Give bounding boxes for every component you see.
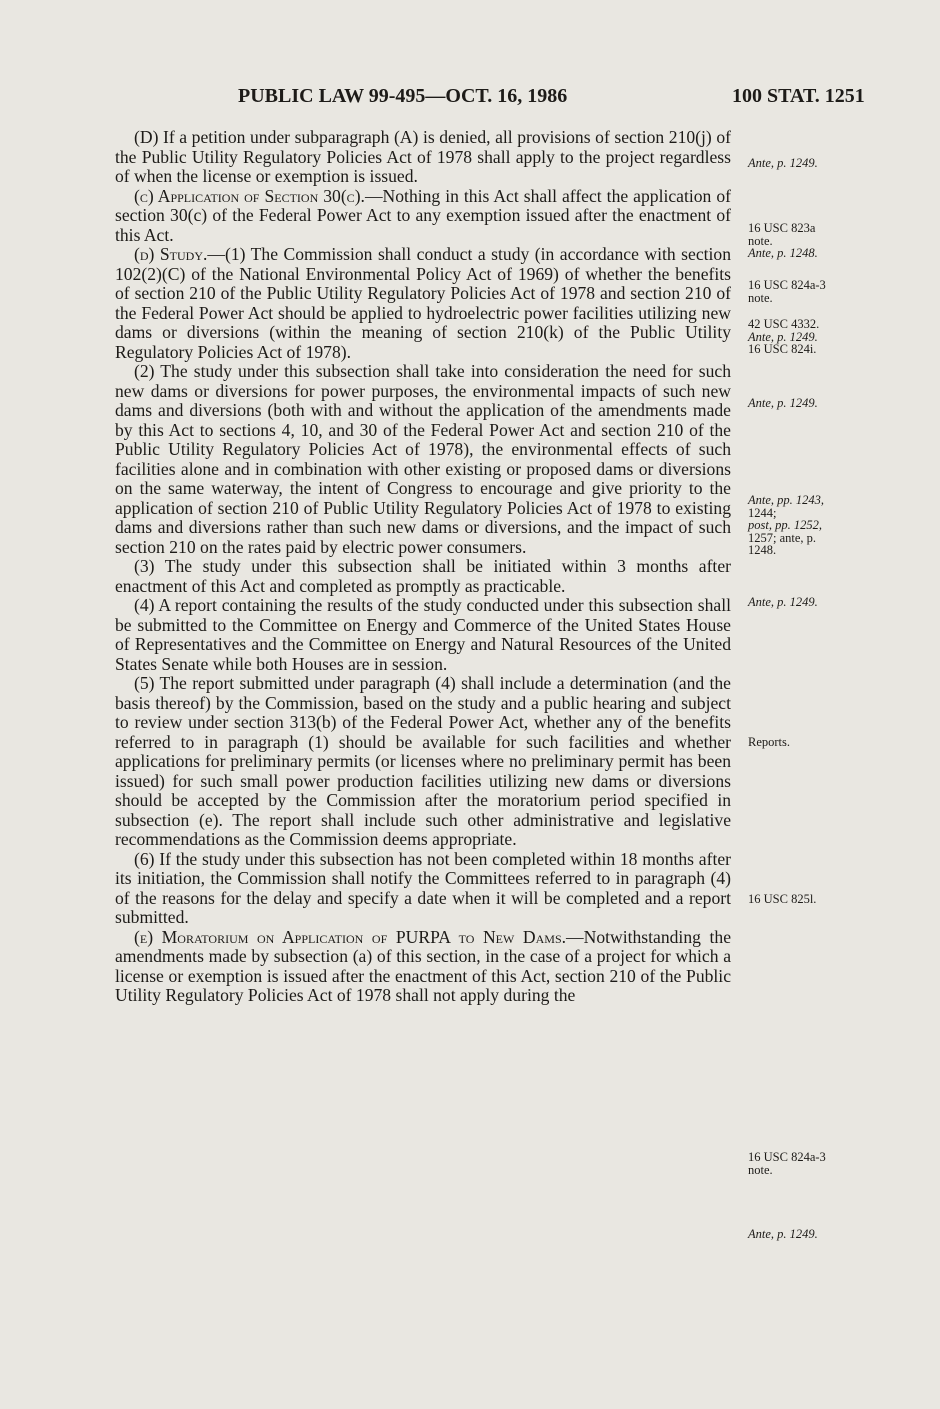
paragraph-c <box>115 187 731 246</box>
body-text <box>115 128 731 1006</box>
page-header <box>0 85 940 115</box>
paragraph-e <box>115 928 731 1006</box>
margin-note: Ante, p. 1249. <box>748 396 818 410</box>
paragraph-d <box>115 245 731 362</box>
paragraph-d-subparagraph: (D) If a petition under subparagraph (A) is denied, all provisions of section 210(j) of the Public Utility Regulatory Policies Act of 1978 shall apply to the project regardless of when the license or exemption is issued. <box>115 127 731 186</box>
margin-note: 16 USC 824a-3 note. <box>748 278 826 305</box>
paragraph-2: (2) The study under this subsection shall take into consideration the need for such new dams or diversions for power purposes, the environmental impacts of such new dams and diversions (both with and without the application of the amendments made by this Act to sections 4, 10, and 30 of the Federal Power Act and section 210 of the Public Utility Regulatory Policies Act of 1978), the environmental effects of such facilities alone and in combination with other existing or proposed dams or diversions on the same waterway, the intent of Congress to encourage and give priority to the application of section 210 of Public Utility Regulatory Policies Act of 1978 to existing dams and diversions rather than such new dams or diversions, and the impact of such section 210 on the rates paid by electric power consumers. <box>115 361 731 557</box>
margin-note: Ante, p. 1249. <box>748 156 818 170</box>
paragraph-6: (6) If the study under this subsection has not been completed within 18 months after its initiation, the Commission shall notify the Committees referred to in paragraph (4) of the reasons for the delay and specify a date when it will be completed and a report submitted. <box>115 848 731 927</box>
paragraph-d-text: —(1) The Commission shall conduct a study (in accordance with section 102(2)(C) of the National Environmental Policy Act of 1969) of whether the benefits of section 210 of the Public Utility Regulatory Policies Act of 1978 and section 210 of the Federal Power Act should be applied to hydroelectric power facilities utilizing new dams or diversions (within the meaning of section 210(k) of the Public Utility Regulatory Policies Act of 1978). <box>115 244 731 362</box>
heading-study: (d) Study. <box>134 244 208 264</box>
margin-note: 16 USC 824a-3 note. <box>748 1150 826 1177</box>
margin-note: Ante, p. 1249. <box>748 595 818 609</box>
paragraph-5: (5) The report submitted under paragraph (4) shall include a determination (and the basis thereof) by the Commission, based on the study and a public hearing and subject to review under section 313(b) of the Federal Power Act, whether any of the benefits referred to in paragraph (1) should be available for such facilities and whether applications for preliminary permits (or licenses where no preliminary permit has been issued) for such small power production facilities utilizing new dams or diversions should be accepted by the Commission after the moratorium period specified in subsection (e). The report shall include such other administrative and legislative recommendations as the Commission deems appropriate. <box>115 673 731 849</box>
paragraph-3: (3) The study under this subsection shall be initiated within 3 months after enactment of this Act and completed as promptly as practicable. <box>115 556 731 596</box>
paragraph-e-text: —Notwithstanding the amendments made by subsection (a) of this section, in the case of a project for which a license or exemption is issued after the enactment of this Act, section 210 of the Public Utility Regulatory Policies Act of 1978 shall not apply during the <box>115 926 732 1005</box>
header-title: PUBLIC LAW 99-495—OCT. 16, 1986 <box>238 85 568 107</box>
heading-moratorium: (e) Moratorium on Application of PURPA to New Dams. <box>134 926 567 947</box>
margin-note: Ante, p. 1249. <box>748 1227 818 1241</box>
paragraph-4: (4) A report containing the results of the study conducted under this subsection shall be submitted to the Committee on Energy and Commerce of the United States House of Representatives and the Committee on Energy and Natural Resources of the United States Senate while both Houses are in session. <box>115 595 731 674</box>
paragraph-c-text: —Nothing in this Act shall affect the application of section 30(c) of the Federal Power Act to any exemption issued after the enactment of this Act. <box>115 185 731 245</box>
margin-note: 16 USC 825l. <box>748 892 817 906</box>
margin-note-reports: Reports. <box>748 735 791 749</box>
margin-note: 16 USC 823a note. Ante, p. 1248. <box>748 221 818 260</box>
margin-note: Ante, pp. 1243, 1244; post, pp. 1252, 1257; ante, p. 1248. <box>748 493 825 557</box>
heading-application-section-30c: (c) Application of Section 30(c). <box>134 185 365 206</box>
header-stat-page: 100 STAT. 1251 <box>732 85 865 107</box>
margin-note: 42 USC 4332. Ante, p. 1249. 16 USC 824i. <box>748 317 820 356</box>
